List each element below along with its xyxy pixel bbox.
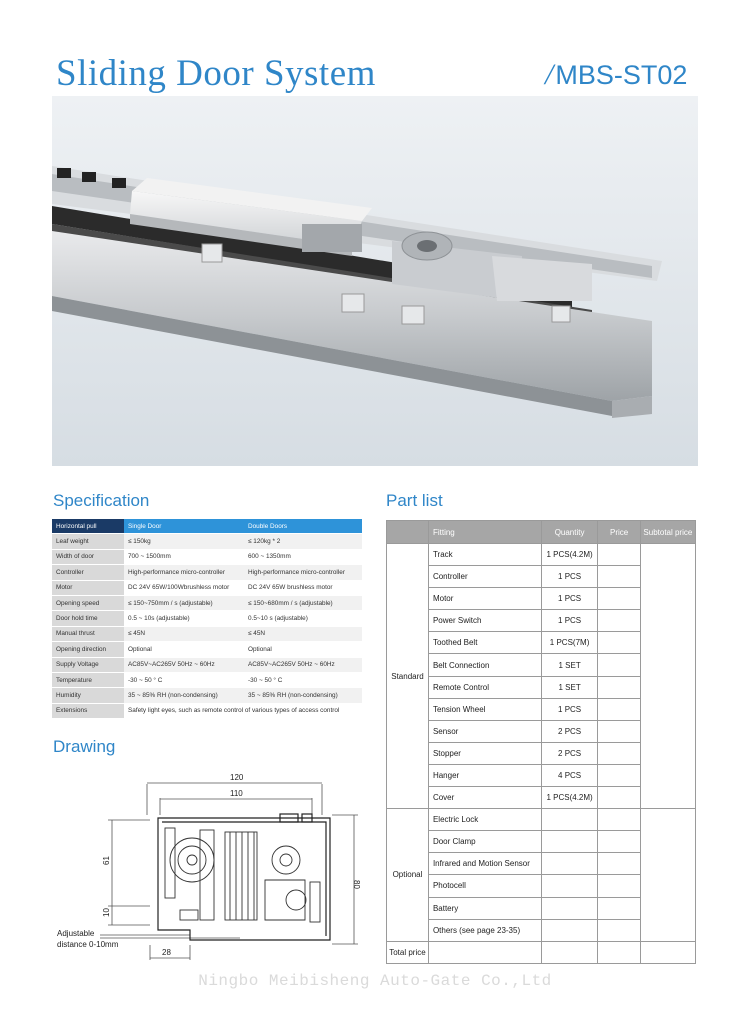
part-subtotal-standard bbox=[641, 544, 696, 809]
spec-double: High-performance micro-controller bbox=[244, 565, 362, 580]
part-quantity: 1 PCS(4.2M) bbox=[542, 787, 598, 809]
spec-single: ≤ 45N bbox=[124, 626, 244, 641]
part-fitting: Track bbox=[428, 544, 541, 566]
part-row bbox=[387, 544, 696, 566]
part-list-title: Part list bbox=[386, 491, 443, 510]
part-list-table bbox=[386, 520, 696, 964]
dim-28: 28 bbox=[162, 948, 171, 957]
part-quantity bbox=[542, 853, 598, 875]
part-price bbox=[597, 632, 641, 654]
product-photo bbox=[52, 96, 698, 466]
part-price bbox=[597, 544, 641, 566]
part-fitting: Motor bbox=[428, 588, 541, 610]
spec-row-extensions bbox=[52, 703, 362, 718]
part-price bbox=[597, 831, 641, 853]
spec-label: Door hold time bbox=[52, 611, 124, 626]
part-price bbox=[597, 588, 641, 610]
part-quantity bbox=[542, 809, 598, 831]
spec-single: 35 ~ 85% RH (non-condensing) bbox=[124, 688, 244, 703]
spec-row bbox=[52, 626, 362, 641]
spec-double: 600 ~ 1350mm bbox=[244, 549, 362, 564]
dim-80: 80 bbox=[352, 880, 361, 889]
spec-label: Controller bbox=[52, 565, 124, 580]
part-total-price bbox=[597, 941, 641, 963]
part-header-subtotal: Subtotal price bbox=[641, 521, 696, 544]
spec-label: Manual thrust bbox=[52, 626, 124, 641]
spec-row bbox=[52, 595, 362, 610]
spec-label: Supply Voltage bbox=[52, 657, 124, 672]
spec-row bbox=[52, 611, 362, 626]
part-price bbox=[597, 897, 641, 919]
dim-120: 120 bbox=[230, 773, 244, 782]
spec-row bbox=[52, 672, 362, 687]
part-quantity: 1 PCS bbox=[542, 698, 598, 720]
model-slash: / bbox=[545, 58, 554, 91]
spec-row bbox=[52, 580, 362, 595]
spec-single: DC 24V 65W/100Wbrushless motor bbox=[124, 580, 244, 595]
part-fitting: Toothed Belt bbox=[428, 632, 541, 654]
spec-header-single: Single Door bbox=[124, 519, 244, 534]
drawing-title: Drawing bbox=[53, 737, 116, 756]
spec-single: ≤ 150kg bbox=[124, 534, 244, 549]
part-fitting: Battery bbox=[428, 897, 541, 919]
sliding-door-operator-image bbox=[52, 96, 698, 466]
spec-label: Opening speed bbox=[52, 595, 124, 610]
part-quantity: 1 PCS bbox=[542, 610, 598, 632]
part-quantity bbox=[542, 875, 598, 897]
part-price bbox=[597, 809, 641, 831]
part-fitting: Door Clamp bbox=[428, 831, 541, 853]
part-total-subtotal bbox=[641, 941, 696, 963]
page-title: Sliding Door System bbox=[56, 53, 376, 94]
part-fitting: Sensor bbox=[428, 720, 541, 742]
spec-single: ≤ 150~750mm / s (adjustable) bbox=[124, 595, 244, 610]
spec-row bbox=[52, 688, 362, 703]
part-header-price: Price bbox=[597, 521, 641, 544]
part-price bbox=[597, 875, 641, 897]
model-number bbox=[545, 58, 687, 92]
part-fitting: Photocell bbox=[428, 875, 541, 897]
spec-single: 700 ~ 1500mm bbox=[124, 549, 244, 564]
part-fitting: Remote Control bbox=[428, 676, 541, 698]
spec-extensions-value: Safety light eyes, such as remote control of various types of access control bbox=[124, 703, 362, 718]
dim-110: 110 bbox=[230, 789, 243, 798]
part-header-category bbox=[387, 521, 429, 544]
part-fitting: Electric Lock bbox=[428, 809, 541, 831]
drawing-note-line2: distance 0-10mm bbox=[57, 940, 119, 949]
part-price bbox=[597, 698, 641, 720]
spec-double: AC85V~AC265V 50Hz ~ 60Hz bbox=[244, 657, 362, 672]
part-price bbox=[597, 742, 641, 764]
spec-single: High-performance micro-controller bbox=[124, 565, 244, 580]
part-price bbox=[597, 566, 641, 588]
spec-row bbox=[52, 534, 362, 549]
part-quantity: 1 SET bbox=[542, 676, 598, 698]
spec-double: DC 24V 65W brushless motor bbox=[244, 580, 362, 595]
spec-single: 0.5 ~ 10s (adjustable) bbox=[124, 611, 244, 626]
cross-section-drawing bbox=[40, 770, 380, 970]
spec-header-label: Horizontal pull bbox=[52, 519, 124, 534]
spec-header-row bbox=[52, 519, 362, 534]
part-subtotal-optional bbox=[641, 809, 696, 942]
part-total-row bbox=[387, 941, 696, 963]
spec-header-double: Double Doors bbox=[244, 519, 362, 534]
part-fitting: Stopper bbox=[428, 742, 541, 764]
part-quantity: 4 PCS bbox=[542, 764, 598, 786]
part-fitting: Belt Connection bbox=[428, 654, 541, 676]
part-fitting: Controller bbox=[428, 566, 541, 588]
model-label: MBS-ST02 bbox=[555, 60, 688, 90]
spec-double: 0.5~10 s (adjustable) bbox=[244, 611, 362, 626]
spec-double: Optional bbox=[244, 642, 362, 657]
part-fitting: Cover bbox=[428, 787, 541, 809]
spec-label: Extensions bbox=[52, 703, 124, 718]
part-header-fitting: Fitting bbox=[428, 521, 541, 544]
spec-label: Humidity bbox=[52, 688, 124, 703]
part-quantity: 1 PCS(7M) bbox=[542, 632, 598, 654]
part-fitting: Tension Wheel bbox=[428, 698, 541, 720]
spec-double: ≤ 120kg * 2 bbox=[244, 534, 362, 549]
part-quantity: 1 PCS bbox=[542, 588, 598, 610]
spec-row bbox=[52, 657, 362, 672]
part-fitting: Power Switch bbox=[428, 610, 541, 632]
part-quantity: 2 PCS bbox=[542, 742, 598, 764]
part-quantity: 1 PCS(4.2M) bbox=[542, 544, 598, 566]
spec-row bbox=[52, 549, 362, 564]
part-quantity: 1 PCS bbox=[542, 566, 598, 588]
part-category-optional: Optional bbox=[387, 809, 429, 942]
part-price bbox=[597, 610, 641, 632]
part-total-quantity bbox=[542, 941, 598, 963]
part-header-row bbox=[387, 521, 696, 544]
spec-single: AC85V~AC265V 50Hz ~ 60Hz bbox=[124, 657, 244, 672]
part-quantity bbox=[542, 831, 598, 853]
part-price bbox=[597, 764, 641, 786]
part-category-standard: Standard bbox=[387, 544, 429, 809]
footer-company: Ningbo Meibisheng Auto-Gate Co.,Ltd bbox=[198, 972, 552, 990]
part-fitting: Others (see page 23-35) bbox=[428, 919, 541, 941]
part-price bbox=[597, 676, 641, 698]
part-price bbox=[597, 720, 641, 742]
part-fitting: Hanger bbox=[428, 764, 541, 786]
specification-title: Specification bbox=[53, 491, 150, 510]
part-total-label: Total price bbox=[387, 941, 429, 963]
spec-label: Width of door bbox=[52, 549, 124, 564]
part-total-fitting bbox=[428, 941, 541, 963]
part-header-quantity: Quantity bbox=[542, 521, 598, 544]
spec-single: Optional bbox=[124, 642, 244, 657]
part-price bbox=[597, 919, 641, 941]
part-price bbox=[597, 654, 641, 676]
part-quantity: 1 SET bbox=[542, 654, 598, 676]
part-row bbox=[387, 809, 696, 831]
drawing-note-line1: Adjustable bbox=[57, 929, 95, 938]
part-price bbox=[597, 787, 641, 809]
spec-double: ≤ 150~680mm / s (adjustable) bbox=[244, 595, 362, 610]
spec-row bbox=[52, 642, 362, 657]
part-price bbox=[597, 853, 641, 875]
part-fitting: Infrared and Motion Sensor bbox=[428, 853, 541, 875]
spec-double: 35 ~ 85% RH (non-condensing) bbox=[244, 688, 362, 703]
spec-double: ≤ 45N bbox=[244, 626, 362, 641]
part-quantity bbox=[542, 897, 598, 919]
specification-table bbox=[52, 519, 362, 719]
part-quantity: 2 PCS bbox=[542, 720, 598, 742]
spec-single: -30 ~ 50 ° C bbox=[124, 672, 244, 687]
spec-double: -30 ~ 50 ° C bbox=[244, 672, 362, 687]
spec-label: Leaf weight bbox=[52, 534, 124, 549]
dim-61: 61 bbox=[102, 856, 111, 865]
spec-label: Temperature bbox=[52, 672, 124, 687]
dim-10: 10 bbox=[102, 908, 111, 917]
spec-label: Motor bbox=[52, 580, 124, 595]
part-quantity bbox=[542, 919, 598, 941]
spec-label: Opening direction bbox=[52, 642, 124, 657]
spec-row bbox=[52, 565, 362, 580]
